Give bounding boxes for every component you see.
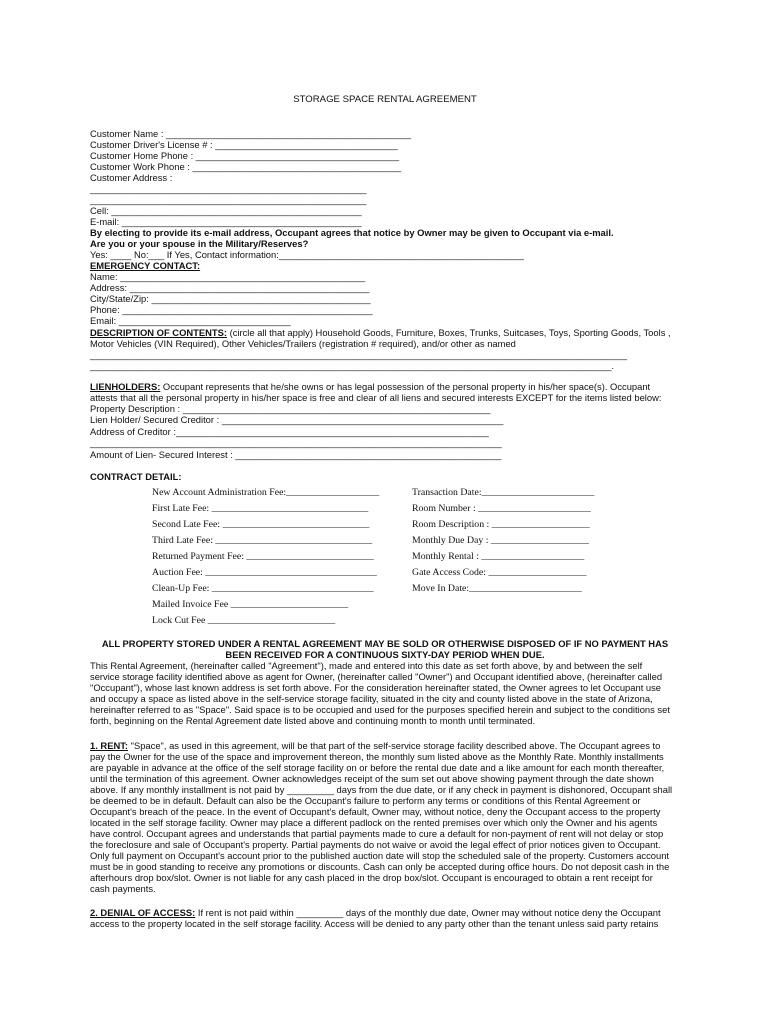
emergency-city-field[interactable]: City/State/Zip: __________________________________________ xyxy=(90,293,371,304)
property-description-field[interactable]: Property Description : ___________________________________________________________ xyxy=(90,403,491,414)
intro-line: service storage facility identified above as agent for Owner, (hereinafter called "Owner") and Occupant identified above, (hereinafter called xyxy=(90,671,663,682)
contract-left-field[interactable]: Lock Cut Fee __________________________ xyxy=(152,615,336,626)
customer-license-field[interactable]: Customer Driver's License # : ___________________________________ xyxy=(90,139,398,150)
contract-left-field[interactable]: New Account Administration Fee:___________________ xyxy=(152,487,380,498)
contract-right-field[interactable]: Room Number : _______________________ xyxy=(412,503,591,514)
rent-heading: 1. RENT: xyxy=(90,740,129,751)
contract-left-field[interactable]: Returned Payment Fee: __________________________ xyxy=(152,551,374,562)
denial-heading: 2. DENIAL OF ACCESS: xyxy=(90,907,196,918)
contents-text: (circle all that apply) Household Goods, Furniture, Boxes, Trunks, Suitcases, Toys, Sporting Goods, Tools , xyxy=(226,327,671,338)
military-answer-field[interactable]: Yes: ____ No:___ If Yes, Contact information:_______________________________________________ xyxy=(90,249,524,260)
customer-work-phone-field[interactable]: Customer Work Phone : ________________________________________ xyxy=(90,161,402,172)
contract-right-field[interactable]: Transaction Date:_______________________ xyxy=(412,487,595,498)
military-question: Are you or your spouse in the Military/Reserves? xyxy=(90,238,309,249)
email-notice: By electing to provide its e-mail address, Occupant agrees that notice by Owner may be given to Occupant via e-mail. xyxy=(90,227,614,238)
contract-detail-heading: CONTRACT DETAIL: xyxy=(90,471,182,482)
customer-address-line[interactable]: _____________________________________________________ xyxy=(90,183,367,194)
rent-line: the foreclosure and sale of Occupant's property. Partial payments do not waive or avoid the legal effect of prior notices given to Occupant. xyxy=(90,839,661,850)
emergency-contact-heading: EMERGENCY CONTACT: xyxy=(90,260,201,271)
rent-line: Only full payment on Occupant's account prior to the published auction date will stop the scheduled sale of the property. Customers account xyxy=(90,850,670,861)
rent-line: cash payments. xyxy=(90,883,156,894)
denial-line: If rent is not paid within _________ days of the monthly due date, Owner may without notice deny the Occupant xyxy=(195,907,661,918)
contents-paragraph xyxy=(90,327,671,338)
contract-left-field[interactable]: First Late Fee: ________________________________ xyxy=(152,503,369,514)
contents-text: Motor Vehicles (VIN Required), Other Vehicles/Trailers (registration # required), and/or other as named xyxy=(90,338,516,349)
contract-right-field[interactable]: Gate Access Code: ____________________ xyxy=(412,567,587,578)
denial-line: access to the property located in the self storage facility. Access will be denied to any party other than the tenant unless said party retains xyxy=(90,918,659,929)
customer-cell-field[interactable]: Cell: ________________________________________________ xyxy=(90,205,362,216)
rent-line: Occupant's breach of the peace. In the event of Occupant's default, Owner may, without notice, deny the Occupant access to the property xyxy=(90,806,661,817)
intro-line: forth, beginning on the Rental Agreement date listed above and continuing month to month until terminated. xyxy=(90,715,536,726)
contract-left-field[interactable]: Second Late Fee: ______________________________ xyxy=(152,519,370,530)
rent-paragraph xyxy=(90,740,660,751)
rent-line: afterhours drop box/slot. Owner is not liable for any cash placed in the drop box/slot. Occupant is encouraged to obtain a rent receipt for xyxy=(90,872,653,883)
contents-heading: DESCRIPTION OF CONTENTS: xyxy=(90,327,227,338)
rent-line: be deemed to be in default. Default can also be the Occupant's failure to perform any terms or conditions of this Rental Agreement or xyxy=(90,795,641,806)
contract-left-field[interactable]: Clean-Up Fee: _________________________________ xyxy=(152,583,374,594)
customer-home-phone-field[interactable]: Customer Home Phone : _______________________________________ xyxy=(90,150,400,161)
contract-left-field[interactable]: Auction Fee: ___________________________________ xyxy=(152,567,377,578)
creditor-address-line[interactable]: _______________________________________________________________________________ xyxy=(90,437,502,448)
lien-paragraph xyxy=(90,381,650,392)
rent-line: are payable in advance at the office of the self storage facility on or before the rental due date and a like amount for each month thereafter, xyxy=(90,762,665,773)
rent-line: have control. Occupant agrees and understands that partial payments made to cure a default for non-payment of rent will not delay or stop xyxy=(90,828,664,839)
emergency-name-field[interactable]: Name: _______________________________________________ xyxy=(90,271,366,282)
lien-text: Occupant represents that he/she owns or has legal possession of the personal property in his/her space(s). Occupant xyxy=(160,381,651,392)
lien-holder-field[interactable]: Lien Holder/ Secured Creditor : ______________________________________________________ xyxy=(90,414,504,425)
intro-line: "Occupant"), whose last known address is set forth above. For the consideration hereinafter stated, the Owner agrees to let Occupant use xyxy=(90,682,662,693)
sale-warning-line: ALL PROPERTY STORED UNDER A RENTAL AGREEMENT MAY BE SOLD OR OTHERWISE DISPOSED OF IF NO PAYMENT HAS xyxy=(101,638,669,649)
contents-line[interactable]: _______________________________________________________________________________________________________ xyxy=(90,349,628,360)
denial-paragraph xyxy=(90,907,661,918)
customer-email-field[interactable]: E-mail: ______________________________________________ xyxy=(90,216,362,227)
document-title: STORAGE SPACE RENTAL AGREEMENT xyxy=(293,94,477,105)
lien-text: attests that all the personal property in his/her space is free and clear of all liens and secured interests EXCEPT for the items listed below: xyxy=(90,392,662,403)
rent-line: above. If any monthly installment is not paid by _________ days from the due date, or if any check in payment is dishonored, Occupant shall xyxy=(90,784,673,795)
emergency-address-field[interactable]: Address: ______________________________________________ xyxy=(90,282,370,293)
sale-warning-line: BEEN RECEIVED FOR A CONTINUOUS SIXTY-DAY PERIOD WHEN DUE. xyxy=(225,649,545,660)
contract-right-field[interactable]: Monthly Due Day : ____________________ xyxy=(412,535,589,546)
customer-name-field[interactable]: Customer Name : _______________________________________________ xyxy=(90,128,412,139)
lienholders-heading: LIENHOLDERS: xyxy=(90,381,161,392)
intro-line: and occupy a space as listed above in the self-service storage facility, situated in the city and county listed above in the state of Arizona, xyxy=(90,693,653,704)
emergency-email-field[interactable]: Email: _________________________________ xyxy=(90,315,291,326)
rent-line: pay the Owner for the use of the space and improvement thereon, the monthly sum listed above as the Monthly Rate. Monthly installments xyxy=(90,751,664,762)
customer-address-line[interactable]: _____________________________________________________ xyxy=(90,194,367,205)
rent-line: until the termination of this agreement. Owner acknowledges receipt of the sum set out above showing payment through the date shown xyxy=(90,773,654,784)
contract-left-field[interactable]: Third Late Fee: ________________________________ xyxy=(152,535,373,546)
rent-line: located in the self storage facility. Owner may place a different padlock on the rented premises over which only the Owner and his agents xyxy=(90,817,658,828)
contract-right-field[interactable]: Monthly Rental : _____________________ xyxy=(412,551,585,562)
contract-right-field[interactable]: Move In Date:_______________________ xyxy=(412,583,582,594)
contract-right-field[interactable]: Room Description : ____________________ xyxy=(412,519,590,530)
intro-line: hereinafter referred to as "Space". Said space is to be occupied and used for the purposes specified herein and subject to the conditions set xyxy=(90,704,670,715)
customer-address-label: Customer Address : xyxy=(90,172,173,183)
creditor-address-field[interactable]: Address of Creditor :____________________________________________________________ xyxy=(90,426,489,437)
lien-amount-field[interactable]: Amount of Lien- Secured Interest : ___________________________________________________ xyxy=(90,449,502,460)
intro-line: This Rental Agreement, (hereinafter called "Agreement"), made and entered into this date as set forth above, by and between the self xyxy=(90,660,643,671)
contract-left-field[interactable]: Mailed Invoice Fee ________________________ xyxy=(152,599,349,610)
emergency-phone-field[interactable]: Phone: ________________________________________________ xyxy=(90,304,373,315)
rent-line: must be in good standing to receive any promotions or discounts. Cash can only be accepted during office hours. Do not deposit cash in the xyxy=(90,861,670,872)
contents-line[interactable]: ____________________________________________________________________________________________________. xyxy=(90,360,614,371)
rent-line: "Space", as used in this agreement, will be that part of the self-service storage facility described above. The Occupant agrees to xyxy=(128,740,661,751)
